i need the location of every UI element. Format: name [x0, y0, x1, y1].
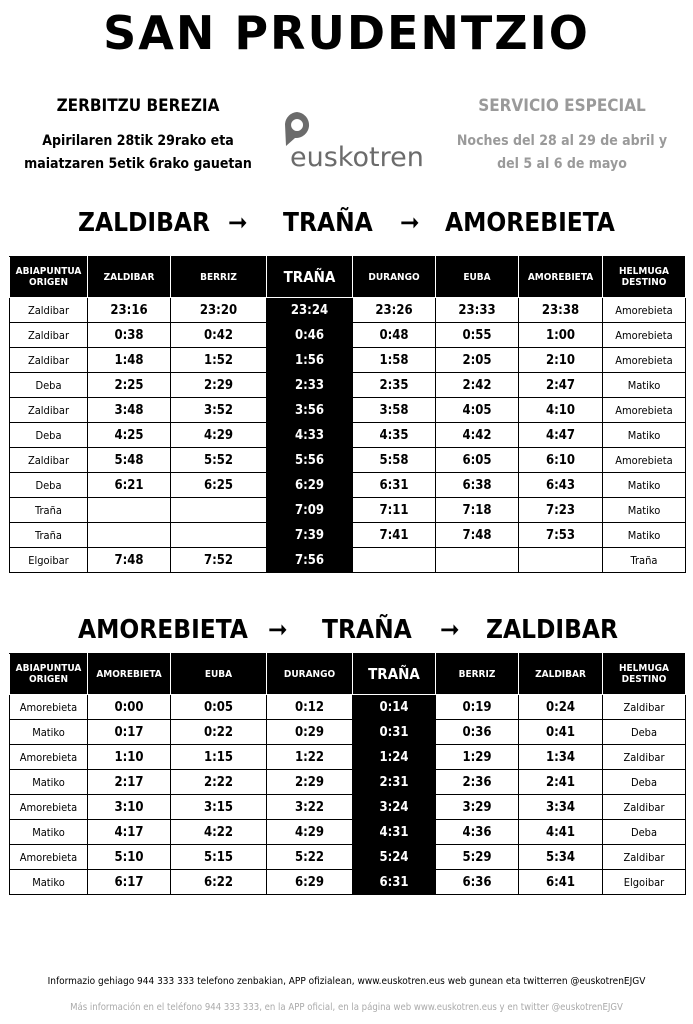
origin-cell: Zaldibar: [10, 398, 88, 423]
origin-cell: Zaldibar: [10, 348, 88, 373]
column-header: [88, 257, 171, 298]
spanish-dates: [432, 130, 692, 176]
origin-cell: Zaldibar: [10, 323, 88, 348]
column-header-label: TRAÑA: [283, 268, 336, 286]
time-cell: 5:58: [353, 448, 436, 473]
destination-cell: Zaldibar: [603, 745, 686, 770]
origin-cell: Matiko: [10, 770, 88, 795]
time-cell: 4:47: [519, 423, 603, 448]
destination-cell: Matiko: [603, 473, 686, 498]
time-cell: 6:41: [519, 870, 603, 895]
column-header-label: EUBA: [463, 271, 491, 283]
column-header: [353, 654, 436, 695]
column-header-label: EUBA: [204, 668, 233, 680]
time-cell: 0:48: [353, 323, 436, 348]
origin-cell: Deba: [10, 373, 88, 398]
time-cell: 5:52: [171, 448, 267, 473]
column-header-label: TRAÑA: [368, 665, 420, 683]
table-row: [10, 373, 686, 398]
table-row: [10, 473, 686, 498]
column-header: [88, 654, 171, 695]
table-row: [10, 820, 686, 845]
time-cell: 4:10: [519, 398, 603, 423]
time-cell: 5:34: [519, 845, 603, 870]
time-cell: 1:15: [171, 745, 267, 770]
destination-cell: Deba: [603, 720, 686, 745]
origin-cell: Traña: [10, 498, 88, 523]
timetable: [9, 653, 686, 895]
basque-line: Apirilaren 28tik 29rako eta: [42, 133, 234, 149]
time-cell: 0:17: [88, 720, 171, 745]
basque-heading: ZERBITZU BEREZIA: [56, 96, 220, 116]
time-cell: 6:38: [436, 473, 519, 498]
destination-cell: Matiko: [603, 498, 686, 523]
route-station: AMOREBIETA: [445, 208, 615, 238]
spanish-heading: SERVICIO ESPECIAL: [478, 96, 646, 116]
time-cell: 6:29: [267, 870, 353, 895]
time-cell: 0:31: [353, 720, 436, 745]
time-cell: 7:18: [436, 498, 519, 523]
time-cell: 2:33: [267, 373, 353, 398]
table-row: [10, 845, 686, 870]
time-cell: 2:25: [88, 373, 171, 398]
destination-cell: Amorebieta: [603, 298, 686, 323]
route-station: TRAÑA: [283, 208, 373, 238]
origin-cell: Deba: [10, 473, 88, 498]
time-cell: 0:38: [88, 323, 171, 348]
time-cell: 2:31: [353, 770, 436, 795]
destination-cell: Zaldibar: [603, 795, 686, 820]
origin-cell: Amorebieta: [10, 745, 88, 770]
time-cell: 3:24: [353, 795, 436, 820]
destination-cell: Amorebieta: [603, 323, 686, 348]
time-cell: 2:29: [171, 373, 267, 398]
route-station: TRAÑA: [322, 615, 412, 645]
time-cell: 3:48: [88, 398, 171, 423]
route-station: ZALDIBAR: [78, 208, 211, 238]
time-cell: 7:11: [353, 498, 436, 523]
time-cell: 0:05: [171, 695, 267, 720]
time-cell: 0:41: [519, 720, 603, 745]
time-cell: 4:36: [436, 820, 519, 845]
time-cell: 23:38: [519, 298, 603, 323]
time-cell: 6:10: [519, 448, 603, 473]
time-cell: 1:34: [519, 745, 603, 770]
time-cell: 1:52: [171, 348, 267, 373]
origin-cell: Deba: [10, 423, 88, 448]
time-cell: 1:48: [88, 348, 171, 373]
time-cell: 0:55: [436, 323, 519, 348]
column-header: [436, 654, 519, 695]
column-header-label: HELMUGA: [618, 663, 669, 674]
time-cell: 4:41: [519, 820, 603, 845]
column-header: [267, 257, 353, 298]
time-cell: 7:52: [171, 548, 267, 573]
origin-cell: Matiko: [10, 820, 88, 845]
column-header: [519, 257, 603, 298]
origin-cell: Elgoibar: [10, 548, 88, 573]
time-cell: 6:22: [171, 870, 267, 895]
time-cell: 5:24: [353, 845, 436, 870]
time-cell: 23:24: [267, 298, 353, 323]
column-header: [171, 257, 267, 298]
table-row: [10, 795, 686, 820]
time-cell: 4:22: [171, 820, 267, 845]
destination-cell: Zaldibar: [603, 695, 686, 720]
time-cell: 0:12: [267, 695, 353, 720]
destination-cell: Matiko: [603, 523, 686, 548]
time-cell: 3:22: [267, 795, 353, 820]
column-header-label: DESTINO: [621, 674, 667, 685]
column-header-label: ZALDIBAR: [535, 668, 586, 680]
time-cell: 5:22: [267, 845, 353, 870]
route-station: ZALDIBAR: [486, 615, 619, 645]
origin-cell: Amorebieta: [10, 845, 88, 870]
destination-cell: Traña: [603, 548, 686, 573]
time-cell: [519, 548, 603, 573]
table-row: [10, 298, 686, 323]
time-cell: 5:48: [88, 448, 171, 473]
destination-cell: Zaldibar: [603, 845, 686, 870]
destination-cell: Deba: [603, 820, 686, 845]
time-cell: 4:17: [88, 820, 171, 845]
destination-cell: Amorebieta: [603, 348, 686, 373]
time-cell: 0:00: [88, 695, 171, 720]
column-header: [436, 257, 519, 298]
column-header: [10, 654, 88, 695]
time-cell: 4:25: [88, 423, 171, 448]
time-cell: 3:29: [436, 795, 519, 820]
time-cell: 6:36: [436, 870, 519, 895]
table-row: [10, 548, 686, 573]
timetable: [9, 256, 686, 573]
logo-text: euskotren: [290, 142, 424, 173]
time-cell: 4:42: [436, 423, 519, 448]
time-cell: 1:24: [353, 745, 436, 770]
time-cell: 6:29: [267, 473, 353, 498]
time-cell: 1:58: [353, 348, 436, 373]
arrow-right-icon: ➞: [400, 208, 420, 238]
time-cell: 4:29: [171, 423, 267, 448]
time-cell: 2:29: [267, 770, 353, 795]
origin-cell: Traña: [10, 523, 88, 548]
time-cell: 4:35: [353, 423, 436, 448]
column-header-label: ZALDIBAR: [103, 271, 155, 283]
time-cell: 6:43: [519, 473, 603, 498]
column-header-label: DURANGO: [368, 271, 420, 283]
origin-cell: Zaldibar: [10, 448, 88, 473]
time-cell: 0:24: [519, 695, 603, 720]
time-cell: 3:15: [171, 795, 267, 820]
arrow-right-icon: ➞: [228, 208, 248, 238]
table-row: [10, 770, 686, 795]
time-cell: 7:23: [519, 498, 603, 523]
page-title: SAN PRUDENTZIO: [103, 6, 590, 60]
column-header: [603, 654, 686, 695]
column-header: [267, 654, 353, 695]
origin-cell: Zaldibar: [10, 298, 88, 323]
time-cell: 23:20: [171, 298, 267, 323]
time-cell: 7:48: [88, 548, 171, 573]
time-cell: 5:15: [171, 845, 267, 870]
time-cell: 7:53: [519, 523, 603, 548]
table-row: [10, 720, 686, 745]
basque-line: maiatzaren 5etik 6rako gauetan: [24, 156, 252, 172]
origin-cell: Amorebieta: [10, 795, 88, 820]
time-cell: 3:56: [267, 398, 353, 423]
destination-cell: Matiko: [603, 423, 686, 448]
time-cell: 0:22: [171, 720, 267, 745]
time-cell: 6:17: [88, 870, 171, 895]
arrow-right-icon: ➞: [268, 615, 288, 645]
spanish-line: del 5 al 6 de mayo: [497, 156, 627, 172]
time-cell: 4:05: [436, 398, 519, 423]
table-row: [10, 745, 686, 770]
column-header-label: BERRIZ: [458, 668, 496, 680]
time-cell: [436, 548, 519, 573]
column-header-label: ABIAPUNTUA: [15, 663, 82, 674]
time-cell: 7:39: [267, 523, 353, 548]
time-cell: 2:42: [436, 373, 519, 398]
column-header: [519, 654, 603, 695]
time-cell: 4:31: [353, 820, 436, 845]
time-cell: 1:10: [88, 745, 171, 770]
time-cell: 2:17: [88, 770, 171, 795]
table-row: [10, 423, 686, 448]
time-cell: 2:05: [436, 348, 519, 373]
table-row: [10, 348, 686, 373]
time-cell: [88, 498, 171, 523]
column-header-label: ORIGEN: [29, 674, 68, 685]
time-cell: 2:22: [171, 770, 267, 795]
table-row: [10, 498, 686, 523]
time-cell: 7:48: [436, 523, 519, 548]
time-cell: 4:29: [267, 820, 353, 845]
basque-dates: [0, 130, 276, 176]
time-cell: 5:56: [267, 448, 353, 473]
column-header-label: ORIGEN: [29, 277, 68, 288]
column-header: [10, 257, 88, 298]
time-cell: 3:58: [353, 398, 436, 423]
origin-cell: Amorebieta: [10, 695, 88, 720]
time-cell: 7:56: [267, 548, 353, 573]
destination-cell: Elgoibar: [603, 870, 686, 895]
table-row: [10, 695, 686, 720]
table-row: [10, 448, 686, 473]
destination-cell: Amorebieta: [603, 398, 686, 423]
time-cell: 2:47: [519, 373, 603, 398]
time-cell: 4:33: [267, 423, 353, 448]
footer-spanish: Más información en el teléfono 944 333 333, en la APP oficial, en la página web www.euskotren.eus y en twitter @euskotrenEJGV: [70, 1002, 623, 1013]
time-cell: 0:46: [267, 323, 353, 348]
time-cell: 6:05: [436, 448, 519, 473]
time-cell: 3:52: [171, 398, 267, 423]
time-cell: 2:41: [519, 770, 603, 795]
route-station: AMOREBIETA: [78, 615, 248, 645]
time-cell: 23:16: [88, 298, 171, 323]
time-cell: [171, 498, 267, 523]
time-cell: 1:22: [267, 745, 353, 770]
column-header: [603, 257, 686, 298]
time-cell: 23:26: [353, 298, 436, 323]
time-cell: 5:29: [436, 845, 519, 870]
destination-cell: Amorebieta: [603, 448, 686, 473]
time-cell: 3:10: [88, 795, 171, 820]
column-header: [171, 654, 267, 695]
time-cell: 2:10: [519, 348, 603, 373]
table-row: [10, 398, 686, 423]
time-cell: 2:35: [353, 373, 436, 398]
time-cell: [88, 523, 171, 548]
column-header-label: DESTINO: [621, 277, 667, 288]
origin-cell: Matiko: [10, 720, 88, 745]
time-cell: 7:09: [267, 498, 353, 523]
time-cell: 0:19: [436, 695, 519, 720]
time-cell: 6:25: [171, 473, 267, 498]
destination-cell: Matiko: [603, 373, 686, 398]
time-cell: 2:36: [436, 770, 519, 795]
time-cell: [353, 548, 436, 573]
time-cell: 7:41: [353, 523, 436, 548]
time-cell: 1:00: [519, 323, 603, 348]
time-cell: 6:31: [353, 473, 436, 498]
time-cell: 0:42: [171, 323, 267, 348]
column-header-label: HELMUGA: [618, 266, 669, 277]
column-header-label: ABIAPUNTUA: [15, 266, 82, 277]
column-header-label: DURANGO: [283, 668, 336, 680]
header-row: [10, 257, 686, 298]
time-cell: 6:31: [353, 870, 436, 895]
column-header: [353, 257, 436, 298]
time-cell: 1:56: [267, 348, 353, 373]
time-cell: 0:14: [353, 695, 436, 720]
time-cell: 6:21: [88, 473, 171, 498]
table-row: [10, 323, 686, 348]
time-cell: 23:33: [436, 298, 519, 323]
time-cell: 1:29: [436, 745, 519, 770]
header-row: [10, 654, 686, 695]
time-cell: 3:34: [519, 795, 603, 820]
column-header-label: BERRIZ: [200, 271, 237, 283]
time-cell: 5:10: [88, 845, 171, 870]
time-cell: 0:29: [267, 720, 353, 745]
arrow-right-icon: ➞: [440, 615, 460, 645]
time-cell: [171, 523, 267, 548]
table-row: [10, 523, 686, 548]
column-header-label: AMOREBIETA: [527, 271, 594, 283]
spanish-line: Noches del 28 al 29 de abril y: [456, 133, 668, 149]
table-row: [10, 870, 686, 895]
origin-cell: Matiko: [10, 870, 88, 895]
footer-basque: Informazio gehiago 944 333 333 telefono zenbakian, APP ofizialean, www.euskotren.eus web gunean eta twitterren @euskotrenEJGV: [47, 976, 646, 987]
column-header-label: AMOREBIETA: [96, 668, 162, 680]
time-cell: 0:36: [436, 720, 519, 745]
destination-cell: Deba: [603, 770, 686, 795]
